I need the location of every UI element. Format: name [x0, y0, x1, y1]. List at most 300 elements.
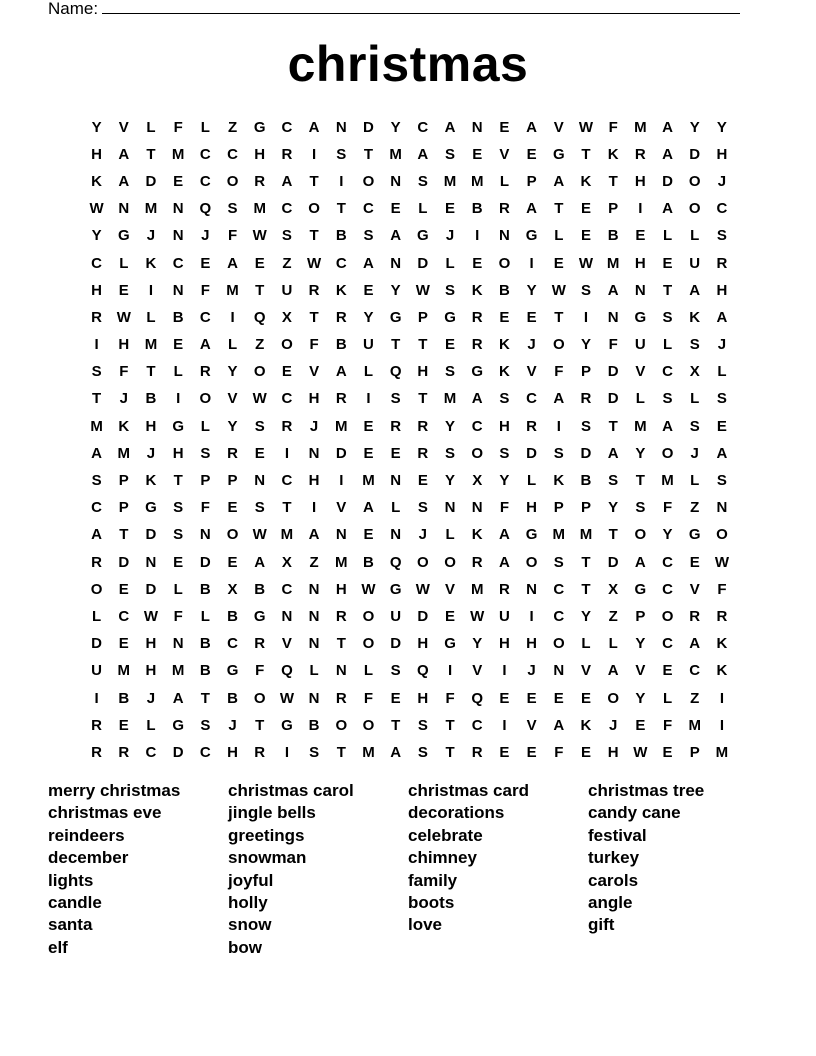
grid-letter: Y — [526, 281, 537, 299]
grid-letter: F — [662, 499, 673, 517]
grid-letter: J — [527, 662, 536, 680]
grid-letter: G — [471, 363, 484, 381]
grid-letter: H — [227, 743, 238, 761]
grid-letter: S — [91, 363, 102, 381]
grid-letter: L — [690, 227, 700, 245]
grid-letter: L — [200, 118, 210, 136]
grid-letter: S — [499, 444, 510, 462]
grid-letter: I — [529, 254, 534, 272]
grid-letter: S — [716, 472, 727, 490]
word-column — [408, 780, 588, 959]
grid-letter: L — [581, 635, 591, 653]
grid-letter: A — [607, 281, 619, 299]
grid-letter: Y — [608, 499, 619, 517]
grid-letter: J — [146, 689, 156, 707]
grid-letter: N — [308, 607, 320, 625]
grid-letter: R — [91, 553, 103, 571]
grid-letter: E — [472, 254, 483, 272]
grid-letter: O — [253, 689, 266, 707]
grid-letter: N — [199, 526, 211, 544]
grid-letter: T — [119, 526, 129, 544]
grid-letter: D — [526, 444, 538, 462]
word-item: santa — [48, 915, 93, 935]
grid-letter: P — [118, 499, 129, 517]
word-item: love — [408, 915, 443, 935]
word-item: holly — [228, 893, 268, 913]
grid-letter: T — [173, 472, 183, 490]
grid-row — [83, 522, 736, 549]
grid-letter: S — [553, 444, 564, 462]
grid-letter: K — [689, 308, 701, 326]
grid-letter: F — [499, 499, 509, 517]
grid-letter: Y — [445, 417, 456, 435]
grid-letter: A — [471, 390, 483, 408]
grid-letter: T — [309, 308, 319, 326]
grid-letter: A — [498, 526, 510, 544]
grid-letter: C — [281, 200, 293, 218]
grid-letter: S — [553, 553, 564, 571]
grid-letter: O — [525, 553, 538, 571]
grid-letter: W — [252, 227, 267, 245]
word-item: turkey — [588, 848, 640, 868]
grid-letter: F — [200, 499, 210, 517]
grid-letter: L — [146, 308, 156, 326]
grid-letter: B — [363, 553, 374, 571]
grid-letter: L — [92, 607, 102, 625]
grid-letter: X — [281, 553, 292, 571]
grid-letter: E — [173, 336, 184, 354]
grid-letter: M — [226, 281, 239, 299]
grid-row — [83, 168, 736, 195]
grid-letter: Y — [472, 635, 483, 653]
grid-letter: H — [145, 417, 157, 435]
grid-letter: E — [118, 635, 129, 653]
grid-letter: C — [227, 635, 238, 653]
grid-letter: F — [119, 363, 129, 381]
grid-letter: Y — [499, 472, 510, 490]
grid-letter: V — [472, 662, 483, 680]
grid-letter: B — [308, 716, 320, 734]
grid-letter: K — [498, 363, 510, 381]
grid-letter: U — [281, 281, 293, 299]
grid-letter: R — [254, 172, 266, 190]
grid-letter: G — [525, 526, 538, 544]
grid-letter: V — [689, 580, 700, 598]
word-item: christmas carol — [228, 781, 354, 800]
grid-letter: W — [578, 118, 594, 136]
grid-letter: I — [230, 308, 235, 326]
grid-letter: Z — [608, 607, 618, 625]
grid-letter: E — [580, 200, 591, 218]
grid-letter: P — [580, 499, 591, 517]
grid-letter: G — [253, 118, 266, 136]
grid-letter: I — [176, 390, 181, 408]
grid-letter: S — [417, 172, 428, 190]
grid-letter: R — [281, 417, 293, 435]
grid-row — [83, 603, 736, 630]
grid-letter: R — [634, 145, 646, 163]
grid-letter: C — [281, 118, 293, 136]
grid-letter: E — [227, 499, 238, 517]
grid-letter: O — [308, 200, 320, 218]
grid-letter: O — [552, 336, 565, 354]
grid-letter: C — [526, 390, 538, 408]
grid-letter: K — [607, 145, 619, 163]
word-item: december — [48, 848, 129, 868]
grid-letter: S — [445, 145, 456, 163]
grid-row — [83, 658, 736, 685]
grid-letter: G — [226, 662, 239, 680]
grid-letter: C — [716, 200, 728, 218]
grid-letter: E — [553, 689, 564, 707]
grid-letter: W — [143, 607, 159, 625]
grid-letter: H — [526, 635, 538, 653]
grid-letter: E — [445, 607, 456, 625]
grid-letter: T — [418, 390, 428, 408]
grid-letter: A — [553, 716, 565, 734]
grid-letter: T — [146, 145, 156, 163]
grid-letter: O — [607, 689, 619, 707]
word-item: reindeers — [48, 825, 125, 845]
grid-letter: A — [91, 526, 103, 544]
grid-letter: K — [118, 417, 130, 435]
grid-letter: M — [661, 472, 674, 490]
name-field — [48, 0, 740, 19]
grid-letter: F — [554, 743, 564, 761]
grid-letter: O — [661, 607, 674, 625]
grid-letter: D — [417, 607, 429, 625]
grid-letter: U — [634, 336, 646, 354]
grid-letter: T — [581, 553, 591, 571]
grid-letter: A — [662, 145, 673, 163]
grid-letter: T — [282, 499, 292, 517]
grid-letter: C — [172, 254, 184, 272]
grid-letter: D — [689, 145, 701, 163]
grid-letter: R — [498, 580, 510, 598]
grid-letter: R — [471, 553, 483, 571]
grid-letter: Z — [309, 553, 319, 571]
grid-letter: M — [90, 417, 103, 435]
grid-letter: W — [415, 281, 430, 299]
grid-letter: E — [390, 444, 401, 462]
grid-letter: O — [362, 607, 375, 625]
grid-letter: G — [634, 308, 647, 326]
grid-row — [83, 304, 736, 331]
grid-letter: T — [445, 743, 455, 761]
grid-letter: I — [284, 743, 289, 761]
grid-letter: H — [335, 580, 347, 598]
grid-letter: P — [526, 172, 537, 190]
grid-letter: M — [443, 172, 457, 190]
grid-letter: E — [390, 200, 401, 218]
grid-letter: Z — [690, 499, 700, 517]
grid-letter: E — [553, 254, 564, 272]
grid-letter: O — [716, 526, 728, 544]
word-item: gift — [588, 915, 615, 935]
grid-letter: H — [607, 743, 619, 761]
word-item: greetings — [228, 825, 305, 845]
grid-letter: N — [526, 580, 538, 598]
grid-letter: G — [172, 417, 184, 435]
grid-letter: R — [471, 743, 483, 761]
grid-letter: A — [308, 526, 320, 544]
grid-letter: Q — [281, 662, 293, 680]
grid-letter: A — [254, 553, 266, 571]
grid-letter: U — [91, 662, 103, 680]
grid-letter: D — [145, 580, 157, 598]
grid-letter: M — [253, 200, 266, 218]
grid-letter: C — [553, 607, 565, 625]
grid-letter: H — [145, 635, 157, 653]
grid-letter: G — [417, 227, 429, 245]
grid-letter: E — [363, 281, 374, 299]
grid-letter: T — [418, 336, 428, 354]
grid-letter: H — [417, 363, 429, 381]
grid-letter: N — [390, 254, 402, 272]
grid-letter: T — [309, 227, 319, 245]
grid-letter: L — [363, 662, 374, 680]
word-item: decorations — [408, 803, 505, 823]
grid-row — [83, 413, 736, 440]
grid-letter: W — [578, 254, 594, 272]
grid-letter: T — [608, 526, 618, 544]
word-column — [228, 780, 408, 959]
grid-letter: S — [417, 716, 428, 734]
grid-letter: R — [716, 254, 728, 272]
grid-letter: G — [117, 227, 130, 245]
grid-letter: I — [638, 200, 643, 218]
grid-letter: G — [281, 716, 293, 734]
grid-letter: R — [417, 444, 429, 462]
grid-letter: H — [254, 145, 266, 163]
grid-letter: D — [580, 444, 592, 462]
grid-letter: L — [608, 635, 618, 653]
word-item: family — [408, 870, 458, 890]
grid-letter: F — [608, 336, 618, 354]
grid-letter: L — [146, 118, 156, 136]
grid-letter: O — [417, 553, 429, 571]
grid-letter: K — [580, 172, 592, 190]
grid-letter: V — [635, 363, 646, 381]
grid-letter: M — [606, 254, 620, 272]
name-underline — [102, 0, 740, 14]
grid-letter: C — [662, 363, 673, 381]
grid-letter: T — [336, 635, 346, 653]
grid-letter: Y — [390, 118, 401, 136]
grid-row — [83, 467, 736, 494]
grid-row — [83, 196, 736, 223]
grid-letter: I — [312, 499, 317, 517]
grid-letter: R — [91, 716, 103, 734]
grid-letter: J — [418, 526, 428, 544]
grid-letter: A — [281, 172, 293, 190]
grid-letter: A — [390, 227, 402, 245]
grid-letter: N — [335, 118, 347, 136]
grid-letter: T — [336, 743, 346, 761]
grid-letter: P — [227, 472, 238, 490]
grid-letter: O — [226, 172, 239, 190]
grid-letter: E — [363, 417, 374, 435]
grid-letter: E — [281, 363, 292, 381]
grid-letter: A — [689, 635, 701, 653]
grid-letter: C — [689, 662, 701, 680]
grid-letter: C — [662, 635, 673, 653]
grid-letter: Y — [689, 118, 700, 136]
grid-letter: J — [527, 336, 536, 354]
grid-letter: X — [227, 580, 238, 598]
grid-letter: B — [199, 635, 211, 653]
grid-letter: L — [554, 227, 564, 245]
grid-letter: V — [309, 363, 320, 381]
grid-letter: F — [200, 281, 210, 299]
grid-letter: J — [690, 444, 699, 462]
grid-letter: I — [366, 390, 371, 408]
grid-letter: S — [200, 716, 211, 734]
grid-row — [83, 250, 736, 277]
grid-letter: O — [281, 336, 293, 354]
grid-letter: N — [553, 662, 565, 680]
grid-letter: J — [608, 716, 618, 734]
grid-letter: V — [635, 662, 646, 680]
grid-row — [83, 114, 736, 141]
grid-letter: W — [714, 553, 729, 571]
grid-letter: B — [227, 607, 238, 625]
grid-letter: A — [417, 145, 429, 163]
grid-letter: W — [252, 390, 267, 408]
grid-letter: M — [144, 336, 158, 354]
grid-letter: C — [145, 743, 157, 761]
grid-letter: N — [308, 689, 320, 707]
grid-letter: Y — [635, 444, 646, 462]
grid-letter: E — [390, 689, 401, 707]
grid-letter: R — [335, 390, 347, 408]
grid-letter: I — [719, 716, 724, 734]
grid-letter: S — [662, 308, 673, 326]
grid-letter: L — [690, 390, 700, 408]
grid-letter: B — [172, 308, 184, 326]
grid-letter: N — [634, 281, 646, 299]
grid-letter: E — [580, 743, 591, 761]
grid-letter: G — [389, 308, 402, 326]
grid-letter: P — [608, 200, 619, 218]
grid-letter: B — [227, 689, 238, 707]
grid-letter: N — [172, 227, 184, 245]
grid-letter: E — [526, 689, 537, 707]
grid-letter: E — [417, 472, 428, 490]
grid-letter: S — [227, 200, 238, 218]
grid-letter: D — [199, 553, 211, 571]
grid-letter: H — [308, 390, 320, 408]
grid-letter: L — [363, 363, 374, 381]
grid-letter: K — [716, 662, 728, 680]
grid-letter: D — [91, 635, 103, 653]
grid-letter: C — [199, 743, 211, 761]
grid-letter: N — [254, 472, 266, 490]
grid-letter: S — [390, 662, 401, 680]
grid-letter: F — [554, 363, 564, 381]
grid-letter: L — [200, 607, 210, 625]
grid-letter: Y — [363, 308, 374, 326]
grid-letter: A — [308, 118, 320, 136]
grid-letter: O — [362, 172, 375, 190]
grid-letter: Y — [91, 227, 102, 245]
grid-letter: V — [526, 716, 537, 734]
grid-letter: K — [145, 254, 157, 272]
grid-letter: S — [363, 227, 374, 245]
grid-letter: K — [335, 281, 347, 299]
grid-letter: A — [91, 444, 103, 462]
grid-letter: F — [227, 227, 238, 245]
grid-letter: T — [581, 580, 591, 598]
grid-letter: M — [715, 743, 729, 761]
grid-letter: H — [634, 254, 646, 272]
grid-row — [83, 685, 736, 712]
grid-letter: W — [361, 580, 376, 598]
grid-letter: A — [689, 281, 701, 299]
grid-letter: L — [418, 200, 428, 218]
grid-letter: S — [445, 281, 456, 299]
grid-letter: O — [226, 526, 239, 544]
grid-letter: A — [363, 254, 374, 272]
grid-letter: A — [607, 662, 619, 680]
word-item: candy cane — [588, 803, 681, 823]
grid-letter: M — [362, 472, 375, 490]
grid-letter: X — [472, 472, 483, 490]
grid-letter: E — [472, 145, 483, 163]
grid-letter: A — [363, 499, 374, 517]
grid-letter: R — [199, 363, 211, 381]
grid-row — [83, 332, 736, 359]
grid-letter: P — [689, 743, 700, 761]
grid-letter: V — [227, 390, 238, 408]
grid-letter: I — [94, 689, 99, 707]
grid-letter: T — [445, 716, 455, 734]
grid-letter: T — [581, 145, 591, 163]
grid-letter: M — [335, 553, 348, 571]
grid-letter: N — [471, 118, 483, 136]
grid-letter: E — [445, 200, 456, 218]
grid-letter: A — [553, 172, 565, 190]
grid-letter: A — [199, 336, 211, 354]
grid-letter: M — [634, 118, 647, 136]
grid-letter: H — [118, 336, 130, 354]
grid-letter: W — [279, 689, 294, 707]
grid-letter: M — [470, 172, 484, 190]
grid-letter: R — [526, 417, 538, 435]
grid-letter: S — [716, 390, 727, 408]
grid-letter: M — [443, 390, 457, 408]
grid-letter: S — [580, 417, 591, 435]
grid-letter: J — [309, 417, 319, 435]
grid-letter: U — [363, 336, 374, 354]
grid-letter: E — [254, 254, 265, 272]
grid-letter: E — [499, 118, 510, 136]
grid-letter: I — [339, 172, 344, 190]
grid-letter: C — [227, 145, 238, 163]
grid-letter: M — [579, 526, 593, 544]
grid-letter: E — [716, 417, 727, 435]
grid-letter: E — [254, 444, 265, 462]
grid-letter: H — [498, 635, 510, 653]
grid-letter: D — [363, 118, 374, 136]
grid-letter: C — [471, 417, 483, 435]
grid-letter: T — [608, 417, 618, 435]
grid-letter: Q — [389, 363, 402, 381]
grid-letter: H — [417, 635, 429, 653]
grid-letter: A — [634, 553, 646, 571]
grid-letter: G — [389, 580, 402, 598]
grid-letter: J — [146, 444, 156, 462]
